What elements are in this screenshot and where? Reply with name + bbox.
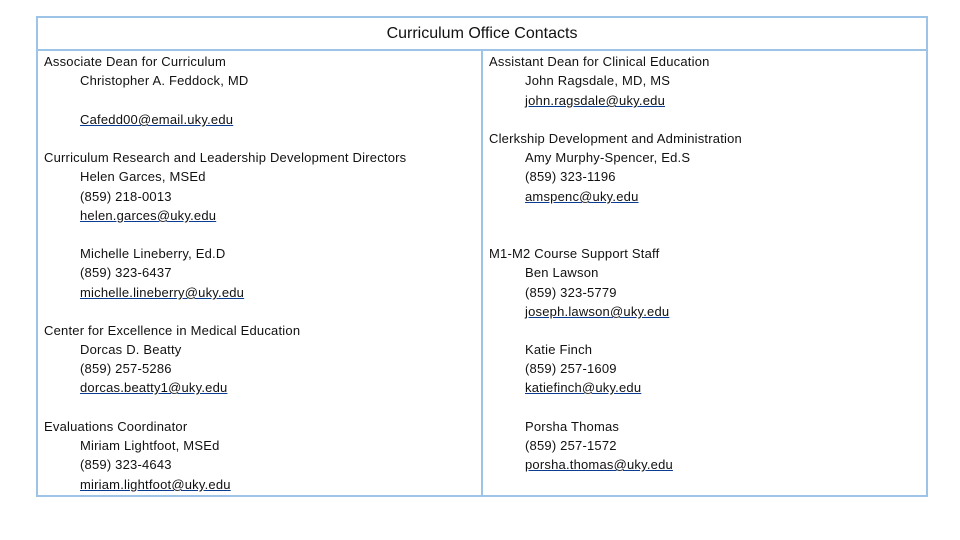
page-title: Curriculum Office Contacts [38,18,926,51]
lightfoot-phone: (859) 323-4643 [80,457,172,472]
murphy-spencer-name: Amy Murphy-Spencer, Ed.S [525,150,691,165]
lineberry-name: Michelle Lineberry, Ed.D [80,246,226,261]
asst-dean-email[interactable]: john.ragsdale@uky.edu [525,93,666,108]
beatty-email[interactable]: dorcas.beatty1@uky.edu [80,380,228,395]
excellence-heading: Center for Excellence in Medical Education [44,323,301,338]
assoc-dean-name: Christopher A. Feddock, MD [80,73,249,88]
lightfoot-name: Miriam Lightfoot, MSEd [80,438,220,453]
column-divider [481,51,483,495]
beatty-phone: (859) 257-5286 [80,361,172,376]
lightfoot-email[interactable]: miriam.lightfoot@uky.edu [80,477,231,492]
garces-name: Helen Garces, MSEd [80,169,206,184]
garces-email[interactable]: helen.garces@uky.edu [80,208,217,223]
evaluations-heading: Evaluations Coordinator [44,419,188,434]
assoc-dean-email[interactable]: Cafedd00@email.uky.edu [80,112,234,127]
lawson-name: Ben Lawson [525,265,599,280]
clerkship-heading: Clerkship Development and Administration [489,131,742,146]
lawson-email[interactable]: joseph.lawson@uky.edu [525,304,670,319]
lineberry-email[interactable]: michelle.lineberry@uky.edu [80,285,245,300]
murphy-spencer-email[interactable]: amspenc@uky.edu [525,189,639,204]
garces-phone: (859) 218-0013 [80,189,172,204]
beatty-name: Dorcas D. Beatty [80,342,182,357]
thomas-email[interactable]: porsha.thomas@uky.edu [525,457,673,472]
finch-name: Katie Finch [525,342,593,357]
lineberry-phone: (859) 323-6437 [80,265,172,280]
assoc-dean-heading: Associate Dean for Curriculum [44,54,227,69]
thomas-phone: (859) 257-1572 [525,438,617,453]
murphy-spencer-phone: (859) 323-1196 [525,169,616,184]
research-heading: Curriculum Research and Leadership Development Directors [44,150,407,165]
lawson-phone: (859) 323-5779 [525,285,617,300]
finch-phone: (859) 257-1609 [525,361,617,376]
thomas-name: Porsha Thomas [525,419,620,434]
finch-email[interactable]: katiefinch@uky.edu [525,380,642,395]
course-support-heading: M1-M2 Course Support Staff [489,246,660,261]
asst-dean-name: John Ragsdale, MD, MS [525,73,671,88]
asst-dean-heading: Assistant Dean for Clinical Education [489,54,710,69]
